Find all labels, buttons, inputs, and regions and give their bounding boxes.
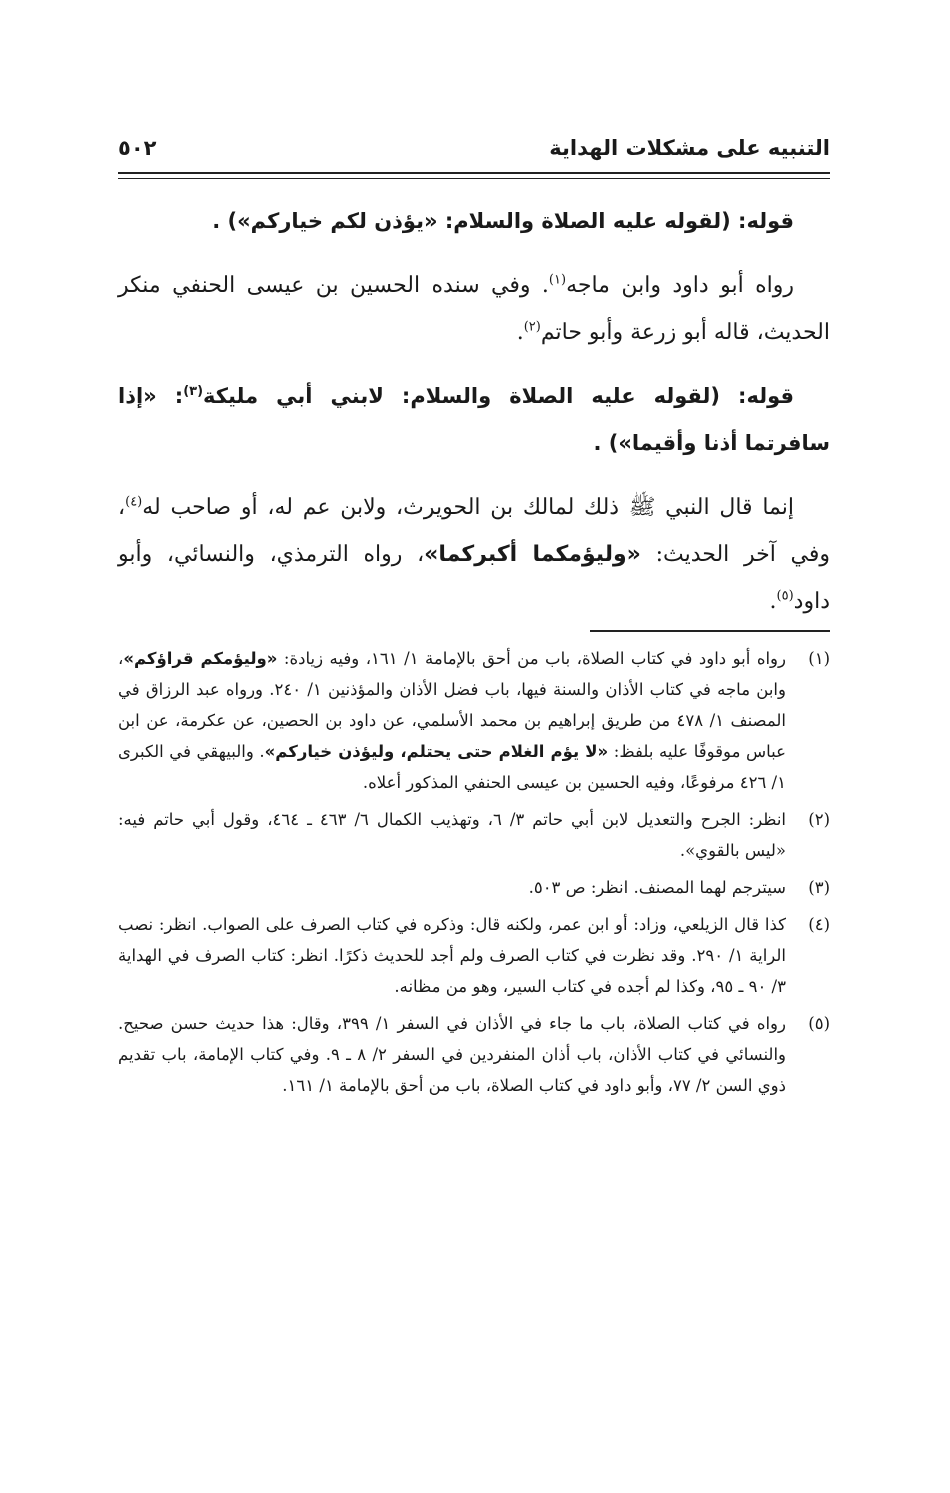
footnote-ref-2[interactable]: (٢) xyxy=(523,319,541,335)
paragraph-4 xyxy=(118,484,830,625)
running-header xyxy=(118,128,830,168)
footnotes xyxy=(118,643,830,1107)
paragraph-1 xyxy=(118,198,830,245)
footnote-number: (٥) xyxy=(808,1014,830,1033)
footnote-1 xyxy=(118,643,830,798)
page-number: ٥٠٢ xyxy=(118,136,157,160)
footnote-1-text-b: ، وابن ماجه في كتاب الأذان والسنة فيها، باب فضل الأذان والمؤذنين ١/ ٢٤٠. ورواه عبد الرزاق في المصنف ١/ ٤٧٨ من طريق إبراهيم بن محمد الأسلمي، عن داود بن الحصين، عن عكرمة، عن ابن عباس موقوفًا عليه بلفظ: xyxy=(118,649,787,761)
paragraph-3-text-b: : «إذا سافرتما أذنا وأقيما») . xyxy=(118,384,830,455)
footnote-ref-3[interactable]: (٣) xyxy=(183,384,204,399)
paragraph-3 xyxy=(118,373,830,467)
footnote-text: رواه في كتاب الصلاة، باب ما جاء في الأذان في السفر ١/ ٣٩٩، وقال: هذا حديث حسن صحيح. والنسائي في كتاب الأذان، باب أذان المنفردين في السفر ٢/ ٨ ـ ٩. وفي كتاب الإمامة، باب تقديم ذوي السن ٢/ ٧٧، وأبو داود في كتاب الصلاة، باب من أحق بالإمامة ١/ ١٦١. xyxy=(118,1014,787,1095)
footnote-number: (٢) xyxy=(808,810,830,829)
paragraph-4-text-b: ، وفي آخر الحديث: xyxy=(118,495,830,567)
footnote-1-text-a: رواه أبو داود في كتاب الصلاة، باب من أحق بالإمامة ١/ ١٦١، وفيه زيادة: xyxy=(277,649,786,668)
footnote-1-quote-a: «وليؤمكم قراؤكم» xyxy=(123,649,278,668)
footnote-1-text-c: . والبيهقي في الكبرى ١/ ٤٢٦ مرفوعًا، وفيه الحسين بن عيسى الحنفي المذكور أعلاه. xyxy=(118,742,786,792)
paragraph-4-text-a: إنما قال النبي ﷺ ذلك لمالك بن الحويرث، ولابن عم له، أو صاحب له xyxy=(142,495,794,520)
paragraph-1-text: : (لقوله عليه الصلاة والسلام: «يؤذن لكم خياركم») . xyxy=(212,209,747,233)
main-text xyxy=(118,198,830,642)
footnote-separator xyxy=(590,630,830,632)
footnote-5 xyxy=(118,1008,830,1101)
footnote-text: انظر: الجرح والتعديل لابن أبي حاتم ٣/ ٦، وتهذيب الكمال ٦/ ٤٦٣ ـ ٤٦٤، وقول أبي حاتم فيه: «ليس بالقوي». xyxy=(118,810,787,860)
paragraph-3-text-a: : (لقوله عليه الصلاة والسلام: لابني أبي مليكة xyxy=(203,384,747,408)
paragraph-2-text-b: . وفي سنده الحسين بن عيسى الحنفي منكر الحديث، قاله أبو زرعة وأبو حاتم xyxy=(118,273,830,345)
qawl-label: قوله xyxy=(746,384,794,408)
paragraph-4-text-d: . xyxy=(769,589,777,614)
header-rule-thick xyxy=(118,172,830,174)
footnote-text: سيترجم لهما المصنف. انظر: ص ٥٠٣. xyxy=(528,878,786,897)
paragraph-4-text-c: ، رواه الترمذي، والنسائي، وأبو داود xyxy=(118,542,830,614)
footnote-ref-1[interactable]: (١) xyxy=(548,272,567,288)
footnote-4 xyxy=(118,909,830,1002)
footnote-3 xyxy=(118,872,830,903)
hadith-quote: «وليؤمكما أكبركما» xyxy=(424,542,641,567)
qawl-label: قوله xyxy=(746,209,794,233)
footnote-number: (٣) xyxy=(808,878,830,897)
footnote-text: كذا قال الزيلعي، وزاد: أو ابن عمر، ولكنه قال: وذكره في كتاب الصرف على الصواب. انظر: نصب الراية ١/ ٢٩٠. وقد نظرت في كتاب الصرف ولم أجد للحديث ذكرًا. انظر: كتاب الصرف في الهداية ٣/ ٩٠ ـ ٩٥، وكذا لم أجده في كتاب السير، وهو من مظانه. xyxy=(118,915,786,996)
footnote-1-quote-b: «لا يؤم الغلام حتى يحتلم، وليؤذن خياركم» xyxy=(264,742,609,761)
paragraph-2-text-a: رواه أبو داود وابن ماجه xyxy=(566,273,794,298)
paragraph-2 xyxy=(118,262,830,356)
footnote-2 xyxy=(118,804,830,866)
footnote-number: (٤) xyxy=(808,915,830,934)
footnote-ref-4[interactable]: (٤) xyxy=(125,494,143,510)
footnote-text xyxy=(118,643,786,798)
footnote-ref-5[interactable]: (٥) xyxy=(776,588,794,604)
paragraph-2-text-c: . xyxy=(516,320,524,345)
header-rule-thin xyxy=(118,178,830,179)
book-title: التنبيه على مشكلات الهداية xyxy=(549,136,830,160)
footnote-number: (١) xyxy=(808,649,830,668)
